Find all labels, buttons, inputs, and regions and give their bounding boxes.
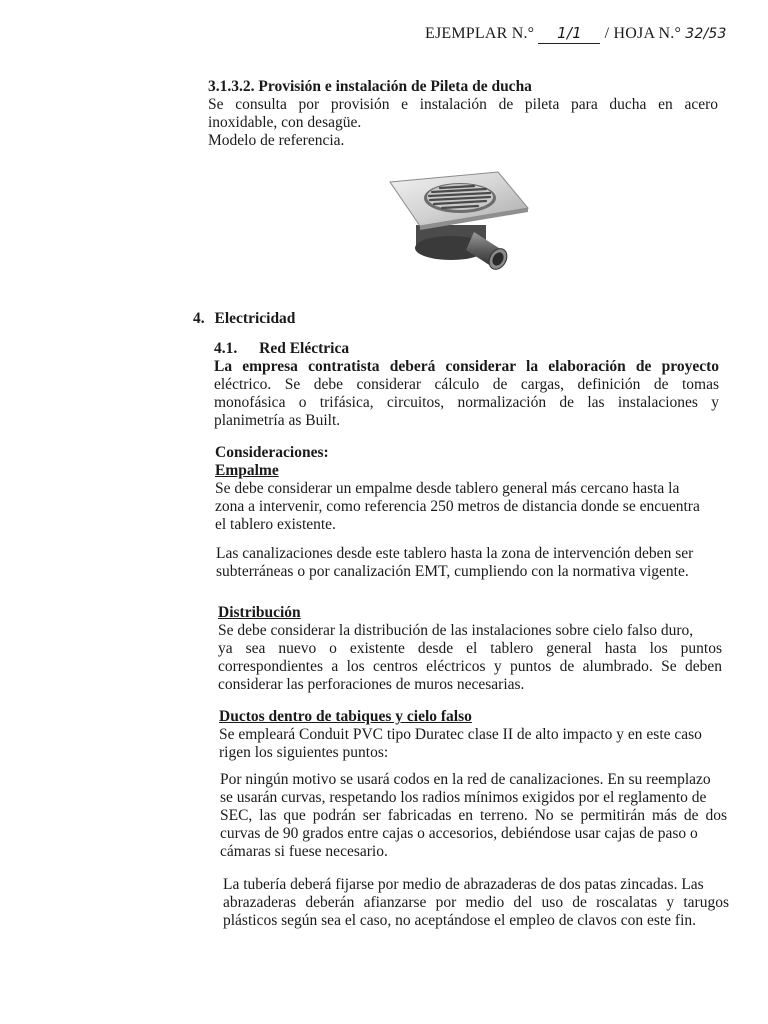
section-4-heading bbox=[193, 310, 295, 328]
paragraph-line: SEC, las que podrán ser fabricadas en terreno. No se permitirán más de dos bbox=[220, 807, 727, 824]
paragraph-line: cámaras si fuese necesario. bbox=[220, 843, 388, 860]
paragraph-line: considerar las perforaciones de muros necesarias. bbox=[218, 676, 525, 693]
paragraph-line: rigen los siguientes puntos: bbox=[219, 744, 389, 761]
ductos-heading: Ductos dentro de tabiques y cielo falso bbox=[219, 708, 472, 725]
ejemplar-value: 1/1 bbox=[557, 24, 582, 42]
ductos-paragraph-3 bbox=[223, 876, 729, 930]
paragraph-line: Se empleará Conduit PVC tipo Duratec clase II de alto impacto y en este caso bbox=[219, 726, 702, 743]
empalme-heading: Empalme bbox=[215, 462, 279, 479]
ductos-paragraph-2 bbox=[220, 771, 727, 861]
section-4-number: 4. bbox=[193, 310, 205, 327]
paragraph-line: Se debe considerar un empalme desde tablero general más cercano hasta la bbox=[215, 480, 680, 497]
paragraph-line: plásticos según sea el caso, no aceptándose el empleo de clavos con este fin. bbox=[223, 912, 697, 929]
paragraph-line: planimetría as Built. bbox=[214, 412, 341, 429]
paragraph-line: Las canalizaciones desde este tablero hasta la zona de intervención deben ser bbox=[216, 545, 694, 562]
ejemplar-label: EJEMPLAR N.° bbox=[425, 25, 535, 42]
section-3132-heading bbox=[208, 78, 718, 96]
paragraph-line: inoxidable, con desagüe. bbox=[208, 114, 362, 131]
paragraph-line: Se consulta por provisión e instalación de pileta para ducha en acero bbox=[208, 96, 718, 113]
section-41-heading bbox=[214, 340, 719, 358]
section-41-lead: La empresa contratista deberá considerar la elaboración de proyecto bbox=[214, 358, 719, 375]
distribucion-block bbox=[218, 604, 722, 694]
shower-drain-image bbox=[386, 170, 536, 280]
paragraph-line: Por ningún motivo se usará codos en la red de canalizaciones. En su reemplazo bbox=[220, 771, 711, 788]
hoja-value: 32/53 bbox=[685, 26, 727, 42]
section-41 bbox=[214, 340, 719, 430]
paragraph-line: correspondientes a los centros eléctricos y puntos de alumbrado. Se deben bbox=[218, 658, 722, 675]
empalme-paragraph-2 bbox=[216, 545, 724, 581]
paragraph-line: ya sea nuevo o existente desde el tablero general hasta los puntos bbox=[218, 640, 722, 657]
section-3132-number: 3.1.3.2. bbox=[208, 78, 255, 95]
hoja-label: / HOJA N.° bbox=[604, 25, 682, 42]
ductos-block bbox=[219, 708, 727, 762]
paragraph-line: abrazaderas deberán afianzarse por medio del uso de roscalatas y tarugos bbox=[223, 894, 729, 911]
consideraciones-heading: Consideraciones: bbox=[215, 444, 329, 461]
paragraph-line: zona a intervenir, como referencia 250 metros de distancia donde se encuentra bbox=[215, 498, 700, 515]
ejemplar-field bbox=[538, 24, 600, 44]
page-header bbox=[425, 24, 727, 44]
paragraph-line: el tablero existente. bbox=[215, 516, 336, 533]
paragraph-line: monofásica o trifásica, circuitos, normalización de las instalaciones y bbox=[214, 394, 719, 411]
section-41-number: 4.1. bbox=[214, 340, 238, 357]
consideraciones-block bbox=[215, 444, 723, 534]
paragraph-line: curvas de 90 grados entre cajas o accesorios, debiéndose usar cajas de paso o bbox=[220, 825, 698, 842]
paragraph-line: eléctrico. Se debe considerar cálculo de cargas, definición de tomas bbox=[214, 376, 719, 393]
reference-text: Modelo de referencia. bbox=[208, 132, 345, 149]
paragraph-line: se usarán curvas, respetando los radios mínimos exigidos por el reglamento de bbox=[220, 789, 707, 806]
distribucion-heading: Distribución bbox=[218, 604, 301, 621]
paragraph-line: La tubería deberá fijarse por medio de abrazaderas de dos patas zincadas. Las bbox=[223, 876, 704, 893]
paragraph-line: Se debe considerar la distribución de las instalaciones sobre cielo falso duro, bbox=[218, 622, 694, 639]
paragraph-line: subterráneas o por canalización EMT, cumpliendo con la normativa vigente. bbox=[216, 563, 689, 580]
section-3132-title: Provisión e instalación de Pileta de ducha bbox=[258, 78, 532, 95]
section-41-title: Red Eléctrica bbox=[259, 340, 350, 357]
section-4-title: Electricidad bbox=[214, 310, 296, 327]
section-3132 bbox=[208, 78, 718, 150]
shower-drain-icon bbox=[386, 170, 536, 280]
